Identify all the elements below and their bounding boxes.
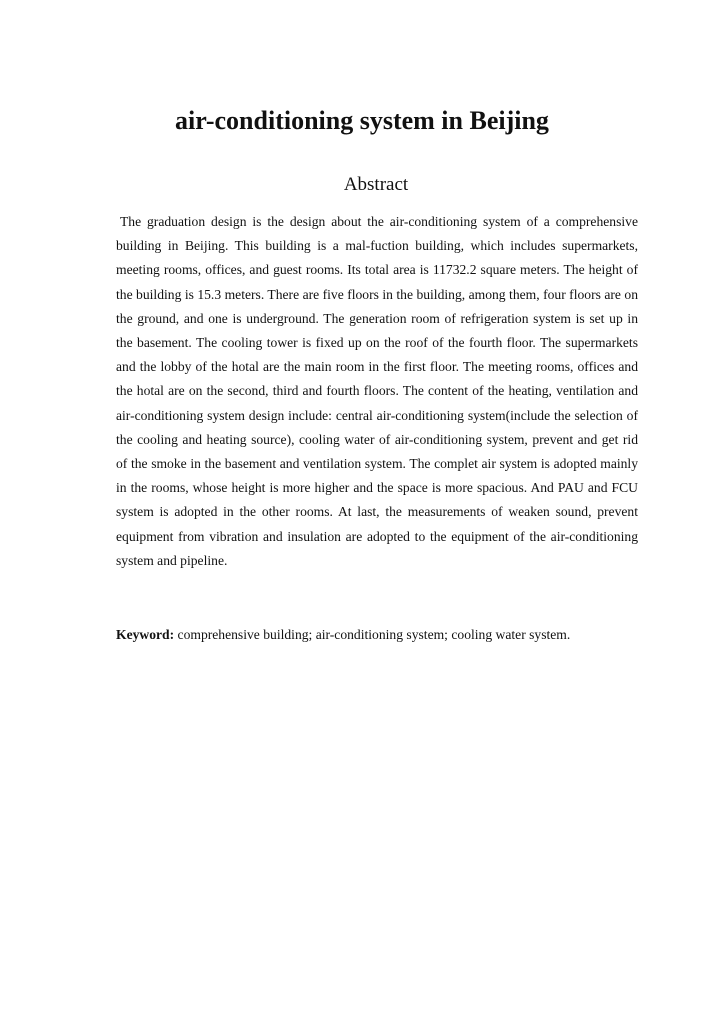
keyword-text: comprehensive building; air-conditioning system; cooling water system. (174, 627, 571, 642)
abstract-paragraph: The graduation design is the design about the air-conditioning system of a comprehensive building in Beijing. This building is a mal-fuction building, which includes supermarkets, meeting rooms, offices, and guest rooms. Its total area is 11732.2 square meters. The height of the building is 15.3 meters. There are five floors in the building, among them, four floors are on the ground, and one is underground. The generation room of refrigeration system is set up in the basement. The cooling tower is fixed up on the roof of the fourth floor. The supermarkets and the lobby of the hotal are the main room in the first floor. The meeting rooms, offices and the hotal are on the second, third and fourth floors. The content of the heating, ventilation and air-conditioning system design include: central air-conditioning system(include the selection of the cooling and heating source), cooling water of air-conditioning system, prevent and get rid of the smoke in the basement and ventilation system. The complet air system is adopted mainly in the rooms, whose height is more higher and the space is more spacious. And PAU and FCU system is adopted in the other rooms. At last, the measurements of weaken sound, prevent equipment from vibration and insulation are adopted to the equipment of the air-conditioning system and pipeline. (116, 214, 638, 568)
keyword-line (116, 623, 638, 647)
abstract-heading: Abstract (343, 174, 409, 195)
document-title: air-conditioning system in Beijing (175, 106, 549, 135)
keyword-label: Keyword: (116, 627, 175, 642)
